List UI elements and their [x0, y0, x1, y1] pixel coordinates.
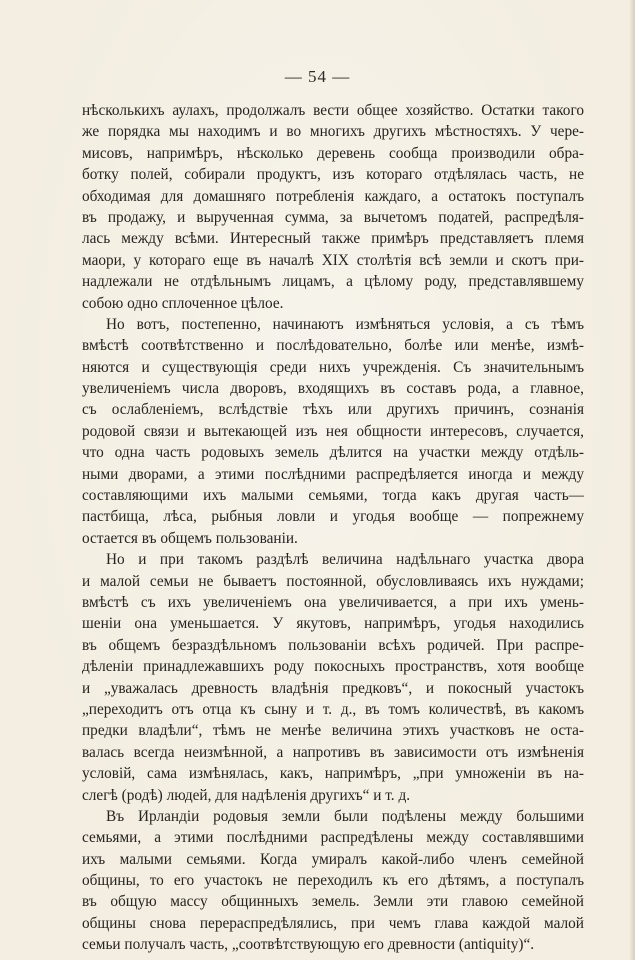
text-line: и „уважалась древность владѣнія предковъ“, и покосный участокъ [82, 679, 584, 697]
text-line: въ продажу, и вырученная сумма, за вычетомъ податей, распредѣля- [82, 208, 584, 226]
text-line: вмѣстѣ съ ихъ увеличеніемъ она увеличивается, а при ихъ умень- [82, 593, 584, 611]
text-line: обходимая для домашняго потребленія каждаго, а остатокъ поступалъ [82, 187, 584, 205]
text-line: общины снова перераспредѣлялись, при чемъ глава каждой малой [82, 914, 584, 932]
text-line: няются и существующія среди нихъ учрежденія. Съ значительнымъ [82, 358, 584, 376]
text-line: въ общемъ безраздѣльномъ пользованіи всѣхъ родичей. При распре- [82, 636, 584, 654]
text-line: лась между всѣми. Интересный также примѣръ представляетъ племя [82, 230, 584, 248]
text-line: валась всегда неизмѣнной, а напротивъ въ зависимости отъ измѣненія [82, 743, 584, 761]
text-line: что одна часть родовыхъ земель дѣлится на участки между отдѣль- [82, 444, 584, 462]
text-line: Въ Ирландіи родовыя земли были подѣлены между большими [106, 807, 584, 825]
body-text [82, 100, 584, 956]
text-line: слегѣ (родѣ) людей, для надѣленія другихъ“ и т. д. [82, 786, 411, 804]
text-line: дѣленіи принадлежавшихъ роду покосныхъ пространствъ, хотя вообще [82, 658, 584, 676]
text-line: увеличеніемъ числа дворовъ, входящихъ въ составъ рода, а главное, [82, 380, 584, 398]
text-line: пастбища, лѣса, рыбныя ловли и угодья вообще — попрежнему [82, 508, 584, 526]
page-number: — 54 — [284, 67, 351, 86]
text-line: вмѣстѣ соотвѣтственно и послѣдовательно, болѣе или менѣе, измѣ- [82, 337, 584, 355]
text-line: собою одно сплоченное цѣлое. [82, 294, 284, 312]
text-line: родовой связи и вытекающей изъ нея общности интересовъ, случается, [82, 422, 584, 440]
text-line: нѣсколькихъ аулахъ, продолжалъ вести общее хозяйство. Остатки такого [82, 102, 584, 119]
text-line: Но и при такомъ раздѣлѣ величина надѣльнаго участка двора [106, 551, 584, 569]
text-line: общины, то его участокъ не переходилъ къ его дѣтямъ, а поступалъ [82, 872, 584, 890]
text-line: условій, сама измѣнялась, какъ, напримѣръ, „при умноженіи въ на- [82, 765, 584, 783]
text-line: въ общую массу общинныхъ земель. Земли эти главою семейной [82, 893, 584, 911]
text-line: ботку полей, собирали продуктъ, изъ котораго отдѣлялась часть, не [82, 166, 584, 184]
text-line: маори, у котораго еще въ началѣ XIX столѣтія всѣ земли и скотъ при- [82, 251, 584, 269]
text-line: семьями, а этими послѣдними распредѣлены между составлявшими [82, 829, 584, 847]
text-line: съ ослабленіемъ, вслѣдствіе тѣхъ или другихъ причинъ, сознанія [82, 401, 584, 419]
text-line: предки владѣли“, тѣмъ не менѣе величина этихъ участковъ не оста- [82, 722, 584, 740]
text-line: семьи получалъ часть, „соотвѣтствующую его древности (antiquity)“. [82, 936, 535, 954]
text-line: остается въ общемъ пользованіи. [82, 529, 298, 547]
text-line: „переходитъ отъ отца къ сыну и т. д., въ томъ количествѣ, въ какомъ [82, 700, 584, 718]
text-line: Но вотъ, постепенно, начинаютъ измѣняться условія, а съ тѣмъ [106, 315, 584, 333]
text-line: составляющими ихъ малыми семьями, тогда какъ другая часть— [82, 487, 584, 505]
text-line: и малой семьи не бываетъ постоянной, обусловливаясь ихъ нуждами; [82, 572, 584, 590]
text-line: шеніи она уменьшается. У якутовъ, напримѣръ, угодья находились [82, 615, 584, 633]
text-line: надлежали не отдѣльнымъ лицамъ, а цѣлому роду, представлявшему [82, 273, 584, 291]
text-line: ными дворами, а этими послѣдними распредѣляется иногда и между [82, 465, 584, 483]
text-line: же порядка мы находимъ и во многихъ другихъ мѣстностяхъ. У чере- [82, 123, 584, 141]
text-line: ихъ малыми семьями. Когда умиралъ какой-либо членъ семейной [82, 850, 584, 868]
text-line: мисовъ, напримѣръ, нѣсколько деревень сообща производили обра- [82, 144, 584, 162]
page-edge-shadow [629, 0, 635, 960]
